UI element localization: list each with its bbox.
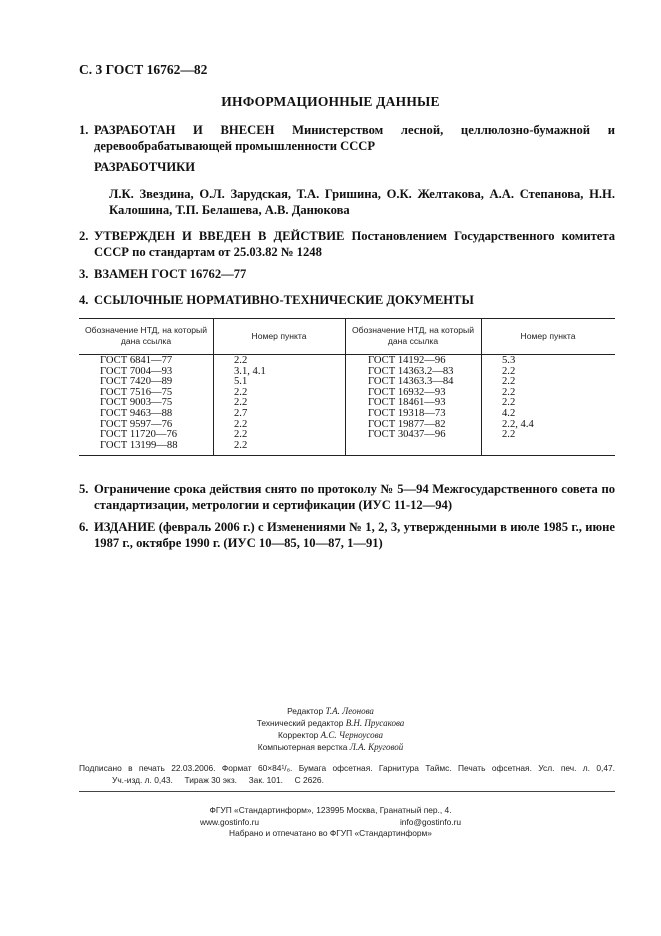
table-cell-point: 3.1, 4.1 <box>234 365 266 377</box>
table-cell-doc: ГОСТ 11720—76 <box>100 429 178 441</box>
item-text: ВЗАМЕН ГОСТ 16762—77 <box>94 267 247 281</box>
credit-layout <box>0 741 661 753</box>
header-doc-right: Обозначение НТД, на который дана ссылка <box>351 325 475 346</box>
developers-label: РАЗРАБОТЧИКИ <box>94 160 196 174</box>
table-cell-point: 2.2 <box>234 355 248 366</box>
table-cell-doc: ГОСТ 7420—89 <box>100 376 173 388</box>
table-cell-point: 2.7 <box>234 407 248 419</box>
page-title: ИНФОРМАЦИОННЫЕ ДАННЫЕ <box>221 94 440 109</box>
credit-label: Корректор <box>278 730 319 740</box>
credit-label: Компьютерная верстка <box>257 742 348 752</box>
table-cell-doc: ГОСТ 19877—82 <box>368 418 446 430</box>
publisher-printer: Набрано и отпечатано во ФГУП «Стандартинформ» <box>229 828 432 838</box>
table-cell-point: 2.2 <box>502 386 516 398</box>
print-info <box>79 763 615 786</box>
item-3 <box>79 266 615 282</box>
print-info-line-1: Подписано в печать 22.03.2006. Формат 60×84¹/₈. Бумага офсетная. Гарнитура Таймс. Печать офсетная. Усл. печ. л. 0,47. <box>79 763 615 773</box>
item-5 <box>79 481 615 513</box>
right-points-column <box>502 356 534 441</box>
publisher-email[interactable]: info@gostinfo.ru <box>399 816 462 827</box>
credit-name: В.Н. Прусакова <box>345 718 405 728</box>
item-text: РАЗРАБОТАН И ВНЕСЕН Министерством лесной, целлюлозно-бумажной и деревообрабатывающей промышленности СССР <box>94 123 615 153</box>
footer-divider <box>79 791 615 792</box>
credit-name: Т.А. Леонова <box>325 706 374 716</box>
table-cell-doc: ГОСТ 13199—88 <box>100 439 178 451</box>
credits-block <box>0 705 661 753</box>
reference-table <box>79 318 615 456</box>
table-cell-doc: ГОСТ 30437—96 <box>368 429 446 441</box>
item-text: УТВЕРЖДЕН И ВВЕДЕН В ДЕЙСТВИЕ Постановлением Государственного комитета СССР по стандартам от 25.03.82 № 1248 <box>94 229 615 259</box>
table-cell-doc: ГОСТ 9003—75 <box>100 397 173 409</box>
publisher-website[interactable]: www.gostinfo.ru <box>199 816 260 827</box>
table-cell-point: 5.1 <box>234 376 248 388</box>
table-cell-doc: ГОСТ 9463—88 <box>100 407 173 419</box>
item-number: 3. <box>79 267 89 281</box>
left-points-column <box>234 356 266 451</box>
table-cell-doc: ГОСТ 7516—75 <box>100 386 173 398</box>
table-cell-point: 2.2 <box>234 439 248 451</box>
item-text: ИЗДАНИЕ (февраль 2006 г.) с Изменениями № 1, 2, 3, утвержденными в июле 1985 г., июне 1987 г., октябре 1990 г. (ИУС 10—85, 10—87, 1—91) <box>94 520 615 550</box>
header-doc-left: Обозначение НТД, на который дана ссылка <box>84 325 208 346</box>
credit-label: Редактор <box>287 706 324 716</box>
table-cell-point: 2.2 <box>502 365 516 377</box>
publisher-block <box>0 805 661 840</box>
table-cell-point: 2.2 <box>234 429 248 441</box>
page-header: С. 3 ГОСТ 16762—82 <box>79 62 208 77</box>
developers-list: Л.К. Звездина, О.Л. Зарудская, Т.А. Гришина, О.К. Желтакова, А.А. Степанова, Н.Н. Калошина, Т.П. Белашева, А.В. Данюкова <box>109 187 615 217</box>
table-cell-point: 2.2, 4.4 <box>502 418 534 430</box>
item-text: Ограничение срока действия снято по протоколу № 5—94 Межгосударственного совета по стандартизации, метрологии и сертификации (ИУС 11-12—94) <box>94 482 615 512</box>
item-number: 1. <box>79 123 89 137</box>
item-1 <box>79 122 615 154</box>
credit-editor <box>0 705 661 717</box>
table-top-rule <box>79 318 615 319</box>
right-docs-column <box>368 356 453 441</box>
table-cell-doc: ГОСТ 19318—73 <box>368 407 446 419</box>
table-cell-doc: ГОСТ 7004—93 <box>100 365 173 377</box>
credit-name: А.С. Черноусова <box>320 730 383 740</box>
table-cell-point: 5.3 <box>502 355 516 366</box>
publisher-contacts <box>0 817 661 829</box>
table-cell-point: 2.2 <box>502 429 516 441</box>
table-cell-doc: ГОСТ 16932—93 <box>368 386 446 398</box>
header-point-left: Номер пункта <box>251 330 307 341</box>
table-cell-point: 2.2 <box>234 418 248 430</box>
item-number: 4. <box>79 293 89 307</box>
table-cell-point: 4.2 <box>502 407 516 419</box>
header-point-right: Номер пункта <box>520 330 576 341</box>
item-number: 2. <box>79 229 89 243</box>
table-cell-doc: ГОСТ 14363.3—84 <box>368 376 454 388</box>
credit-name: Л.А. Круговой <box>349 742 404 752</box>
table-cell-point: 2.2 <box>234 386 248 398</box>
table-cell-point: 2.2 <box>502 376 516 388</box>
publisher-address: ФГУП «Стандартинформ», 123995 Москва, Гранатный пер., 4. <box>209 805 452 815</box>
table-cell-doc: ГОСТ 14192—96 <box>368 355 446 366</box>
table-cell-doc: ГОСТ 14363.2—83 <box>368 365 454 377</box>
table-cell-point: 2.2 <box>234 397 248 409</box>
item-number: 6. <box>79 520 89 534</box>
left-docs-column <box>100 356 178 451</box>
table-cell-doc: ГОСТ 18461—93 <box>368 397 446 409</box>
table-cell-doc: ГОСТ 6841—77 <box>100 355 173 366</box>
credit-tech-editor <box>0 717 661 729</box>
item-4 <box>79 292 615 308</box>
item-6 <box>79 519 615 551</box>
credit-label: Технический редактор <box>256 718 344 728</box>
item-2 <box>79 228 615 260</box>
item-number: 5. <box>79 482 89 496</box>
item-text: ССЫЛОЧНЫЕ НОРМАТИВНО-ТЕХНИЧЕСКИЕ ДОКУМЕНТЫ <box>94 293 474 307</box>
table-cell-point: 2.2 <box>502 397 516 409</box>
print-info-line-2: Уч.-изд. л. 0,43. Тираж 30 экз. Зак. 101. С 2626. <box>112 774 324 785</box>
table-cell-doc: ГОСТ 9597—76 <box>100 418 173 430</box>
table-bottom-rule <box>79 455 615 456</box>
credit-corrector <box>0 729 661 741</box>
